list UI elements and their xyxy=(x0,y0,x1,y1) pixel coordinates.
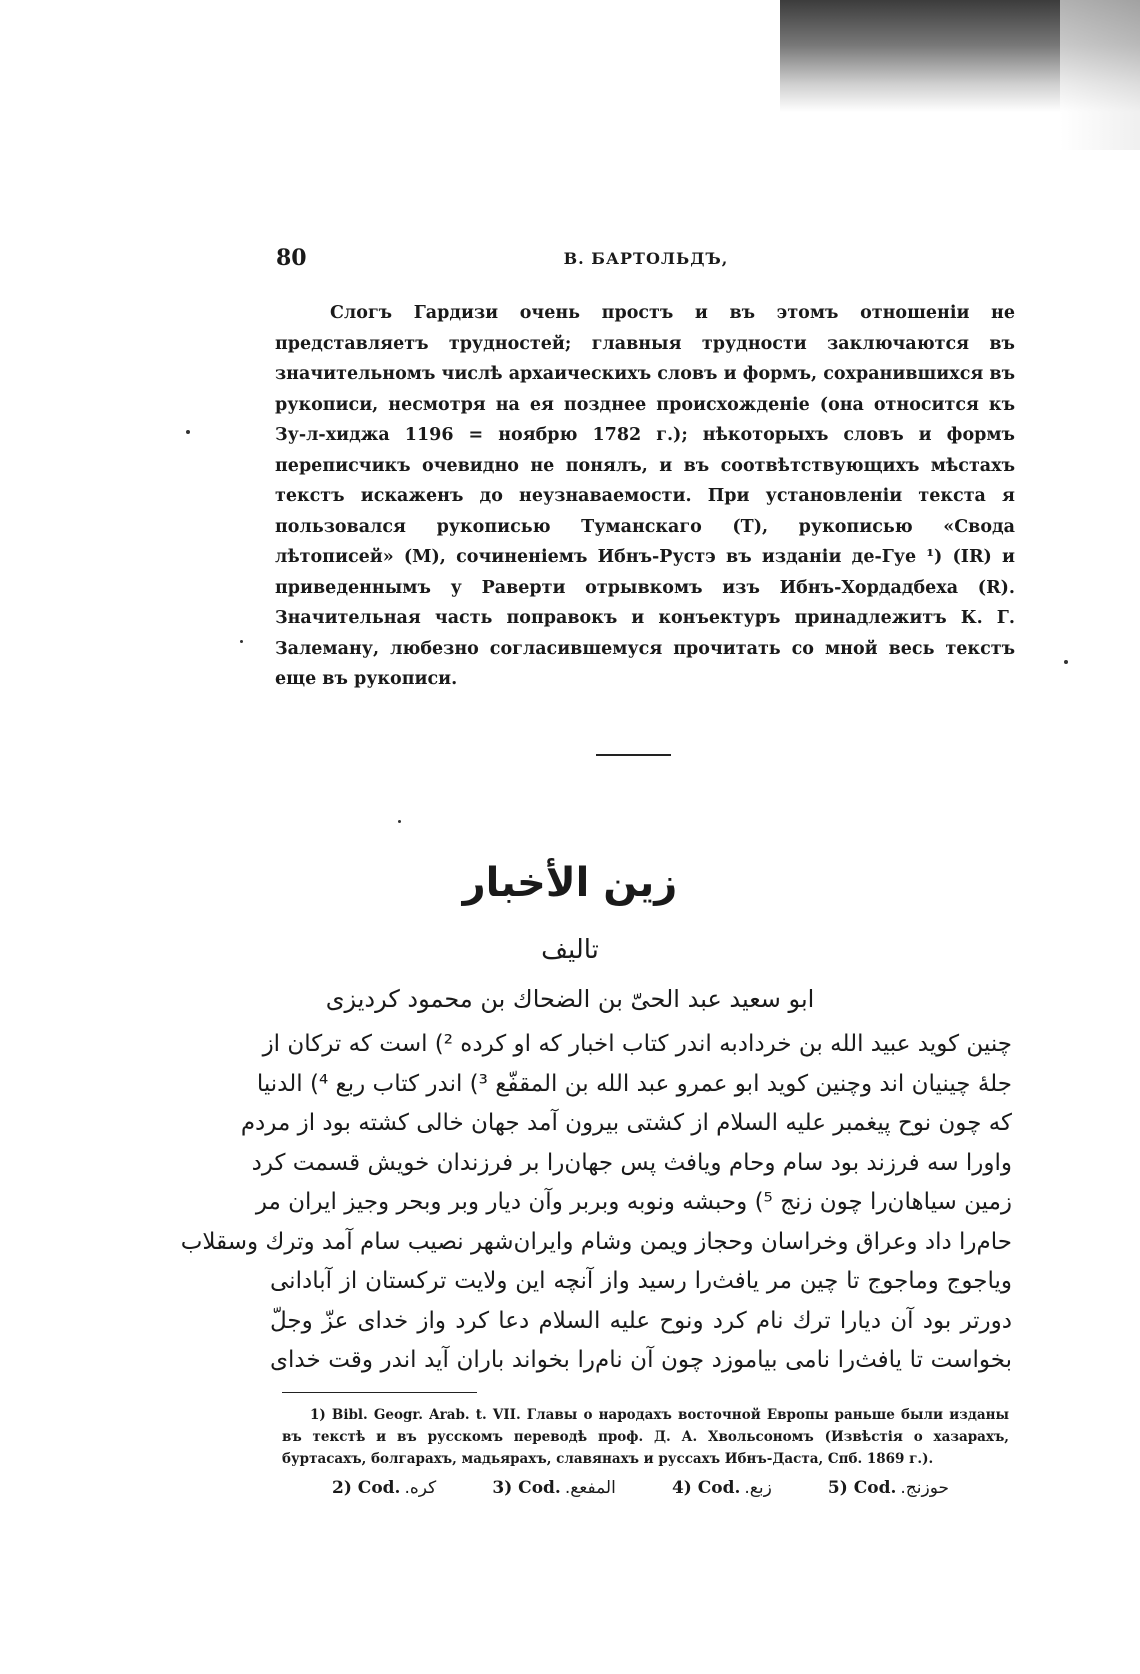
footnote-label: 2) Cod. xyxy=(332,1478,401,1498)
scan-shadow-edge xyxy=(1060,0,1140,150)
footnote-divider xyxy=(282,1392,477,1393)
footnote-1: 1) Bibl. Geogr. Arab. t. VII. Главы о народахъ восточной Европы раньше были изданы въ текстѣ и въ русскомъ переводѣ проф. Д. А. Хвольсономъ (Извѣстія о хазарахъ, буртасахъ, болгарахъ, мадьярахъ, славянахъ и руссахъ Ибнъ-Даста, Спб. 1869 г.). xyxy=(282,1407,1009,1467)
footnote-value: المفعع. xyxy=(564,1478,616,1498)
running-title: В. БАРТОЛЬДЪ, xyxy=(563,249,729,268)
arabic-line: واورا سه فرزند بود سام وحام ويافث پس جهان‌را بر فرزندان خويش قسمت كرد xyxy=(251,1149,1012,1176)
intro-section xyxy=(275,298,1015,695)
codex-notes xyxy=(282,1478,1009,1498)
arabic-line: بخواست تا يافث‌را نامى بياموزد چون آن نام‌را بخواند باران آيد اندر وقت خداى xyxy=(270,1347,1012,1373)
arabic-line: زمين سياهان‌را چون زنج ⁵) وحبشه ونوبه وبربر وآن ديار وبر وبحر وجيز ايران مر xyxy=(255,1189,1012,1215)
scan-speck xyxy=(240,640,243,643)
footnote-value: حوزنج. xyxy=(900,1478,949,1498)
footnote-value: زبع. xyxy=(744,1478,772,1498)
arabic-line: چنين كويد عبيد الله بن خردادبه اندر كتاب اخبار كه او كرده ²) است كه تركان از xyxy=(262,1031,1012,1057)
scan-speck xyxy=(186,430,190,434)
intro-paragraph: Слогъ Гардизи очень простъ и въ этомъ отношеніи не представляетъ трудностей; главныя трудности заключаются въ значительномъ числѣ архаическихъ словъ и формъ, сохранившихся въ рукописи, несмотря на ея позднее происхожденіе (она относится къ Зу-л-хиджа 1196 = ноябрю 1782 г.); нѣкоторыхъ словъ и формъ переписчикъ очевидно не понялъ, и въ соотвѣтствующихъ мѣстахъ текстъ искаженъ до неузнаваемости. При установленіи текста я пользовался рукописью Туманскаго (Т), рукописью «Свода лѣтописей» (М), сочиненіемъ Ибнъ-Рустэ въ изданіи де-Гуе ¹) (IR) и приведеннымъ у Раверти отрывкомъ изъ Ибнъ-Хордадбеха (R). Значительная часть поправокъ и конъектуръ принадлежитъ К. Г. Залеману, любезно согласившемуся прочитать со мной весь текстъ еще въ рукописи. xyxy=(275,303,1015,689)
footnotes xyxy=(282,1404,1009,1498)
footnote-5 xyxy=(828,1478,949,1498)
footnote-4 xyxy=(672,1478,772,1498)
arabic-line: دورتر بود آن ديارا ترك نام كرد ونوح عليه السلام دعا كرد واز خداى عزّ وجلّ xyxy=(270,1307,1012,1334)
scan-speck xyxy=(1064,660,1068,664)
arabic-line: كه چون نوح پيغمبر عليه السلام از كشتى بيرون آمد جهان خالى كشته بود از مردم xyxy=(240,1110,1012,1136)
arabic-subtitle: تاليف xyxy=(541,935,599,965)
arabic-line: جلۀ چينيان اند وچنين كويد ابو عمرو عبد الله بن المقفّع ³) اندر كتاب ربع ⁴) الدنيا xyxy=(256,1070,1012,1097)
page-header xyxy=(276,245,1016,275)
section-divider xyxy=(596,754,671,756)
arabic-author: ابو سعيد عبد الحىّ بن الضحاك بن محمود كرديزى xyxy=(325,985,815,1013)
arabic-body xyxy=(180,1025,1012,1381)
arabic-line: حام‌را داد وعراق وخراسان وحجاز ويمن وشام وايران‌شهر نصيب سام آمد وترك وسقلاب xyxy=(180,1228,1012,1255)
scan-speck xyxy=(398,820,401,823)
footnote-label: 4) Cod. xyxy=(671,1478,741,1498)
arabic-title: زين الأخبار xyxy=(462,860,678,906)
footnote-label: 5) Cod. xyxy=(827,1478,897,1498)
arabic-line: وياجوج وماجوج تا چين مر يافث‌را رسيد واز آنچه اين ولايت تركستان از آبادانى xyxy=(270,1268,1012,1294)
footnote-2 xyxy=(332,1478,436,1498)
footnote-value: كره. xyxy=(404,1478,437,1498)
footnote-3 xyxy=(492,1478,615,1498)
footnote-label: 3) Cod. xyxy=(492,1478,561,1498)
page-number: 80 xyxy=(276,245,307,271)
